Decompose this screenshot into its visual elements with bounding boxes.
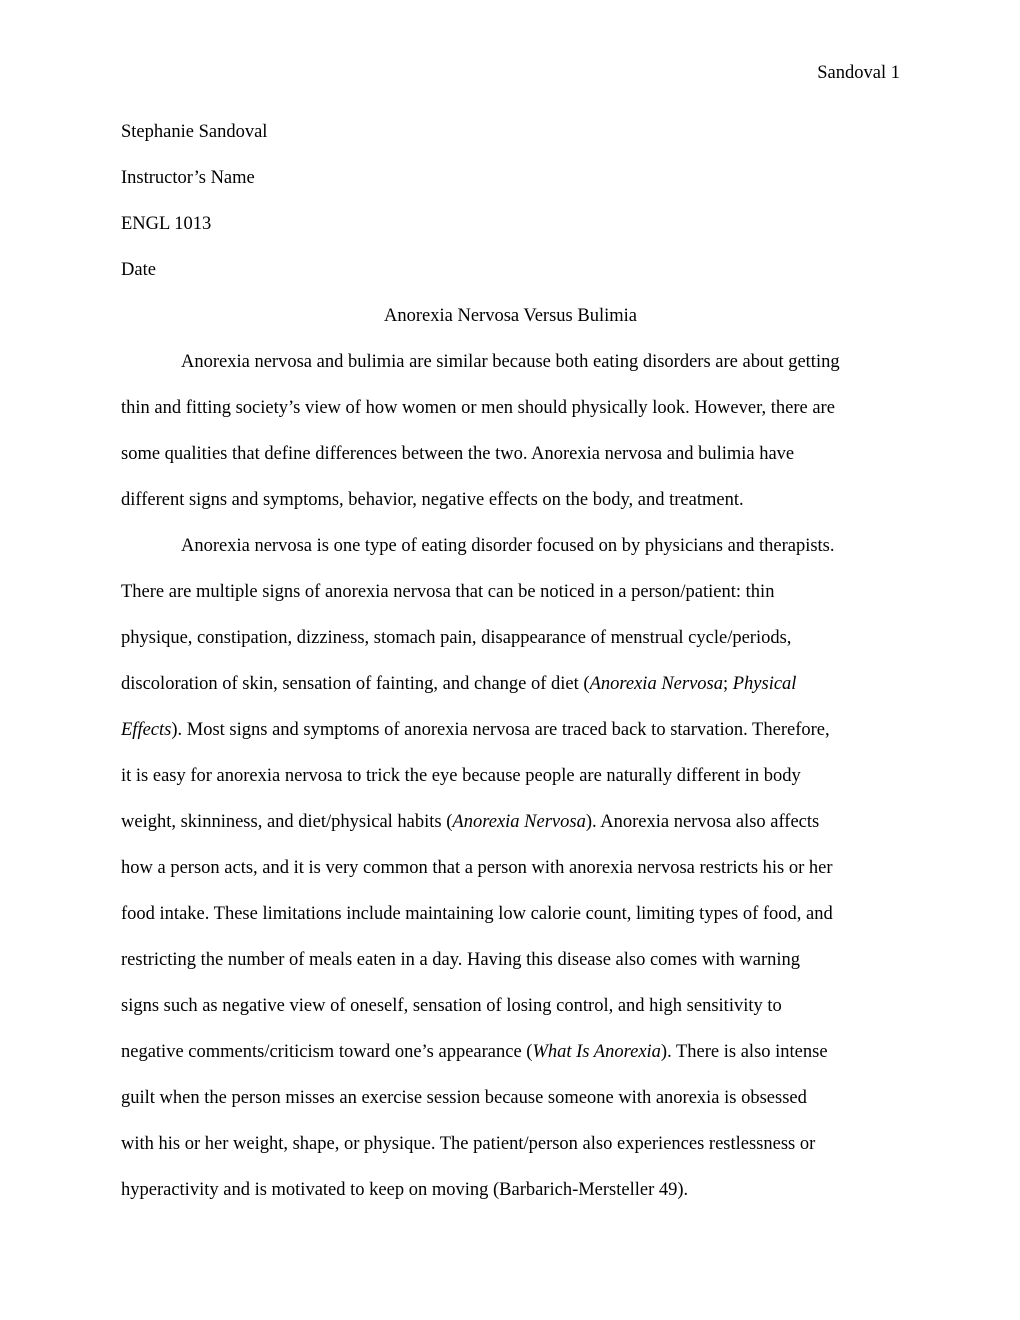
paragraph-line	[121, 339, 900, 385]
italic-citation: Effects	[121, 720, 172, 740]
assignment-date: Date	[121, 260, 156, 280]
paragraph-line	[121, 1121, 900, 1167]
paragraph-line	[121, 753, 900, 799]
text-run: ). Most signs and symptoms of anorexia nervosa are traced back to starvation. Therefore,	[171, 720, 830, 740]
instructor-name: Instructor’s Name	[121, 168, 255, 188]
paragraph-line	[121, 891, 900, 937]
text-run: discoloration of skin, sensation of fainting, and change of diet (	[121, 674, 590, 694]
paragraph-line	[121, 983, 900, 1029]
paragraph-line	[121, 1167, 900, 1213]
text-run: some qualities that define differences between the two. Anorexia nervosa and bulimia have	[121, 444, 795, 464]
italic-citation: Anorexia Nervosa	[452, 812, 586, 832]
text-run: ). Anorexia nervosa also affects	[585, 812, 820, 832]
paragraph-line	[121, 937, 900, 983]
document-body	[121, 109, 900, 1213]
student-name: Stephanie Sandoval	[121, 122, 268, 142]
course-name: ENGL 1013	[121, 214, 212, 234]
paragraph-line	[121, 615, 900, 661]
paragraph-line	[121, 845, 900, 891]
paragraph-line	[121, 799, 900, 845]
essay-paragraphs	[121, 339, 900, 1213]
text-run: negative comments/criticism toward one’s appearance (	[121, 1042, 533, 1062]
paragraph-line	[121, 431, 900, 477]
italic-citation: Physical	[732, 674, 797, 694]
text-run: guilt when the person misses an exercise session because someone with anorexia is obsessed	[121, 1088, 807, 1108]
paragraph-line	[121, 707, 900, 753]
paragraph-line	[121, 569, 900, 615]
text-run: thin and fitting society’s view of how women or men should physically look. However, there are	[121, 398, 835, 418]
paragraph	[121, 523, 900, 1213]
paragraph-line	[121, 1029, 900, 1075]
text-run: There are multiple signs of anorexia nervosa that can be noticed in a person/patient: thin	[121, 582, 775, 602]
paragraph-line	[121, 661, 900, 707]
text-run: how a person acts, and it is very common that a person with anorexia nervosa restricts his or her	[121, 858, 833, 878]
text-run: Anorexia nervosa and bulimia are similar because both eating disorders are about getting	[181, 352, 840, 372]
text-run: ;	[722, 674, 733, 694]
text-run: restricting the number of meals eaten in a day. Having this disease also comes with warning	[121, 950, 800, 970]
paragraph-line	[121, 523, 900, 569]
running-head: Sandoval 1	[817, 63, 900, 83]
italic-citation: What Is Anorexia	[532, 1042, 661, 1062]
paragraph-line	[121, 477, 900, 523]
essay-title: Anorexia Nervosa Versus Bulimia	[384, 306, 637, 326]
text-run: Anorexia nervosa is one type of eating disorder focused on by physicians and therapists.	[181, 536, 835, 556]
paragraph-line	[121, 385, 900, 431]
text-run: different signs and symptoms, behavior, negative effects on the body, and treatment.	[121, 490, 744, 510]
text-run: food intake. These limitations include maintaining low calorie count, limiting types of food, and	[121, 904, 833, 924]
paragraph	[121, 339, 900, 523]
text-run: signs such as negative view of oneself, sensation of losing control, and high sensitivity to	[121, 996, 782, 1016]
text-run: with his or her weight, shape, or physique. The patient/person also experiences restlessness or	[121, 1134, 816, 1154]
text-run: physique, constipation, dizziness, stomach pain, disappearance of menstrual cycle/periods,	[121, 628, 792, 648]
text-run: ). There is also intense	[660, 1042, 828, 1062]
text-run: weight, skinniness, and diet/physical habits (	[121, 812, 453, 832]
italic-citation: Anorexia Nervosa	[589, 674, 723, 694]
text-run: it is easy for anorexia nervosa to trick the eye because people are naturally different in body	[121, 766, 801, 786]
text-run: hyperactivity and is motivated to keep on moving (Barbarich-Mersteller 49).	[121, 1180, 689, 1200]
paragraph-line	[121, 1075, 900, 1121]
